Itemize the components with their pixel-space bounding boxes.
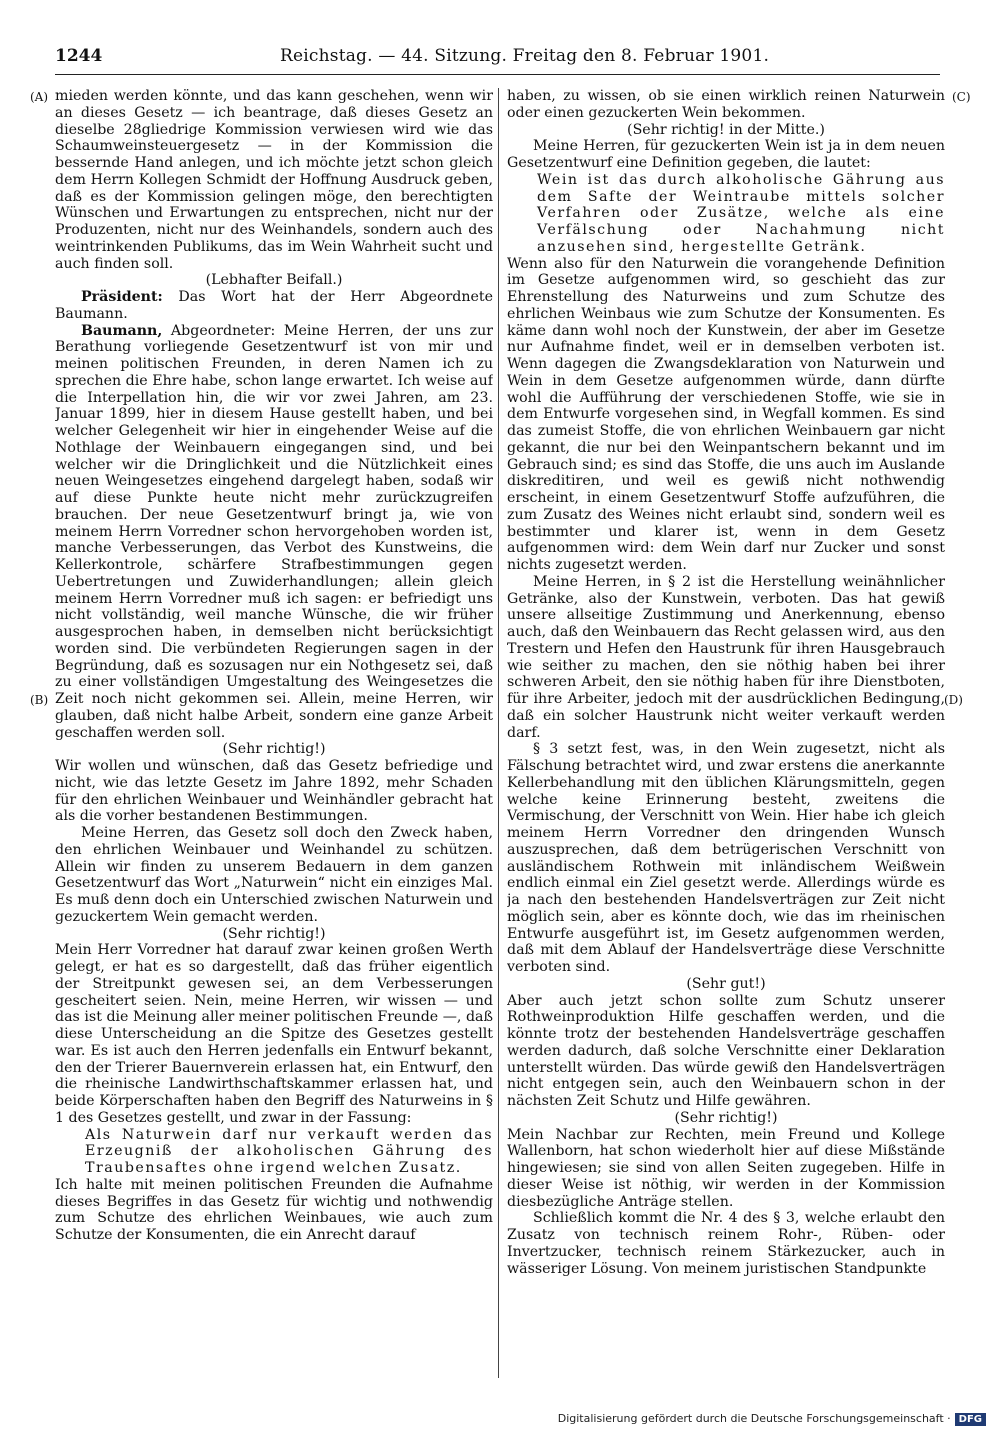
running-head: Reichstag. — 44. Sitzung. Freitag den 8. Februar 1901. [280, 46, 770, 66]
paragraph: Ich halte mit meinen politischen Freunden die Aufnahme dieses Begriffes in das Gesetz für wichtig und nothwendig zum Schutze des ehrlichen Weinbaues, wie auch zum Schutze der Konsumenten, die ein Anrecht darauf [55, 1176, 493, 1243]
paragraph: Meine Herren, das Gesetz soll doch den Zweck haben, den ehrlichen Weinbauer und Weinhandel zu schützen. Allein wir finden zu unserem Bedauern in dem ganzen Gesetzentwurf das Wort „Naturwein“ nicht ein einziges Mal. Es muß denn doch ein Unterschied zwischen Naturwein und gezuckertem Wein gemacht werden. [55, 825, 493, 925]
interjection: (Sehr richtig!) [222, 741, 326, 758]
paragraph: Aber auch jetzt schon sollte zum Schutz unserer Rothweinproduktion Hilfe geschaffen werden, und die könnte trotz der bestehenden Handelsverträge geschaffen werden dadurch, daß solche Verschnitte einer Deklaration unterstellt würden. Das würde gewiß den Handelsverträgen nicht entgegen sein, auch den Weinbauern schon in der nächsten Zeit Schutz und Hilfe gewähren. [507, 992, 945, 1109]
margin-mark-a: (A) [30, 90, 49, 104]
paragraph: Meine Herren, für gezuckerten Wein ist ja in dem neuen Gesetzentwurf eine Definition gegeben, die lautet: [507, 138, 945, 171]
interjection: (Sehr richtig!) [674, 1109, 778, 1126]
paragraph [55, 289, 493, 323]
paragraph: Wir wollen und wünschen, daß das Gesetz befriedige und nicht, wie das letzte Gesetz im Jahre 1892, mehr Schaden für den ehrlichen Weinbauer und Weinhändler gebracht hat als die vorher bestandenen Bestimmungen. [55, 758, 493, 825]
paragraph [55, 323, 493, 742]
page-header [55, 44, 940, 75]
right-column [507, 88, 945, 1378]
page-number: 1244 [55, 46, 103, 66]
quoted-definition: Wein ist das durch alkoholische Gährung aus dem Safte der Weintraube mittels solcher Verfahren oder Zusätze, welche als eine Verfälschung oder Nachahmung nicht anzusehen sind, hergestellte Getränk. [537, 171, 945, 255]
paragraph: haben, zu wissen, ob sie einen wirklich reinen Naturwein oder einen gezuckerten Wein bekommen. [507, 88, 945, 121]
paragraph: Meine Herren, in § 2 ist die Herstellung weinähnlicher Getränke, also der Kunstwein, verboten. Das hat gewiß unsere allseitige Zustimmung und Anerkennung, ebenso auch, daß den Weinbauern das Recht gelassen wird, aus den Trestern und Hefen den Haustrunk für ihren Hausgebrauch wie seither zu machen, den sie nöthig haben bei ihrer schweren Arbeit, den sie nöthig haben für ihre Dienstboten, für ihre Arbeiter, jedoch mit der ausdrücklichen Bedingung, daß ein solcher Haustrunk nicht weiter verkauft werden darf. [507, 573, 945, 741]
speaker-name: Baumann, [81, 322, 163, 339]
left-column [55, 88, 493, 1378]
paragraph: Wenn also für den Naturwein die vorangehende Definition im Gesetze aufgenommen wird, so geschieht das zur Ehrenstellung des Naturweins und zum Schutze des ehrlichen Weinbaus wie zum Schutze der Konsumenten. Es käme dann wohl noch der Kunstwein, der aber im Gesetze nur Aufnahme findet, weil er in demselben verboten ist. Wenn dagegen die Zwangsdeklaration von Naturwein und Wein in dem Gesetze aufgenommen würde, dann dürfte wohl die Aufführung der verschiedenen Stoffe, wie sie in dem Entwurfe vorgesehen sind, in Wegfall kommen. Es sind das zumeist Stoffe, die von ehrlichen Weinbauern gar nicht gekannt, die nur bei den Weinpantschern bekannt und im Gebrauch sind; es sind das Stoffe, die uns auch im Auslande diskreditiren, und weil es gewiß nicht nothwendig erscheint, in einem Gesetzentwurf Stoffe aufzuführen, die zum Zusatz des Weines nicht erlaubt sind, sondern weil es bestimmter und klarer ist, wenn in dem Gesetz aufgenommen wird: dem Wein darf nur Zucker und sonst nichts zugesetzt werden. [507, 255, 945, 573]
dfg-logo-icon: DFG [955, 1413, 986, 1426]
margin-mark-b: (B) [30, 693, 49, 707]
credit-text: Digitalisierung gefördert durch die Deutsche Forschungsgemeinschaft · [557, 1412, 951, 1425]
interjection: (Lebhafter Beifall.) [205, 272, 343, 289]
paragraph: mieden werden könnte, und das kann geschehen, wenn wir an dieses Gesetz — ich beantrage, daß dieses Gesetz an dieselbe 28gliedrige Kommission verwiesen wird wie das Schaumweinsteuergesetz — in der Kommission die bessernde Hand anlegen, und ich möchte jetzt schon gleich dem Herrn Kollegen Schmidt der Hoffnung Ausdruck geben, daß es der Kommission gelingen möge, den berechtigten Wünschen und Erwartungen zu entsprechen, nicht nur der Produzenten, nicht nur des Weinhandels, sondern auch des weintrinkenden Publikums, das im Wein Wahrheit sucht und auch finden soll. [55, 88, 493, 272]
paragraph: Mein Herr Vorredner hat darauf zwar keinen großen Werth gelegt, er hat es so dargestellt, daß das früher eigentlich der Streitpunkt gewesen sei, an dem Verbesserungen gescheitert seien. Nein, meine Herren, wir wissen — und das ist die Meinung aller meiner politischen Freunde —, daß diese Unterscheidung an die Spitze des Gesetzes gestellt war. Es ist auch den Herren jedenfalls ein Entwurf bekannt, den der Trierer Bauernverein erlassen hat, ein Entwurf, den die rheinische Landwirthschaftskammer erlassen hat, und beide Körperschaften haben den Begriff des Naturweins in § 1 des Gesetzes gestellt, und zwar in der Fassung: [55, 942, 493, 1126]
quoted-definition: Als Naturwein darf nur verkauft werden das Erzeugniß der alkoholischen Gährung des Traubensaftes ohne irgend welchen Zusatz. [85, 1126, 493, 1176]
paragraph: Schließlich kommt die Nr. 4 des § 3, welche erlaubt den Zusatz von technisch reinem Rohr-, Rüben- oder Invertzucker, technisch reinem Stärkezucker, auch in wässeriger Lösung. Von meinem juristischen Standpunkte [507, 1210, 945, 1277]
paragraph: Mein Nachbar zur Rechten, mein Freund und Kollege Wallenborn, hat schon wiederholt hier auf diese Mißstände hingewiesen; sie sind von allen Seiten zugegeben. Hilfe in dieser Weise ist nöthig, wir werden in der Kommission diesbezügliche Anträge stellen. [507, 1126, 945, 1210]
speech-text: Das Wort hat der Herr Abgeordnete Baumann. [55, 289, 493, 322]
digitization-credit [558, 1412, 986, 1426]
speech-text: Abgeordneter: Meine Herren, der uns zur Berathung vorliegende Gesetzentwurf ist von mir und meinen politischen Freunden, in deren Namen ich zu sprechen die Ehre habe, schon lange erwartet. Ich weise auf die Interpellation hin, die wir vor zwei Jahren, am 23. Januar 1899, hier in diesem Hause gestellt haben, und bei welcher Gelegenheit wir hier in eingehender Weise auf die Nothlage der Weinbauern eingegangen sind, und bei welcher wir die Dringlichkeit und die Nützlichkeit eines neuen Weingesetzes eingehend dargelegt haben, sodaß wir auf diese Punkte heute nicht mehr zurückzugreifen brauchen. Der neue Gesetzentwurf bringt ja, wie von meinem Herrn Vorredner schon hervorgehoben worden ist, manche Verbesserungen, das Verbot des Kunstweins, die Kellerkontrole, schärfere Strafbestimmungen gegen Uebertretungen und Zuwiderhandlungen; allein gleich meinem Herrn Vorredner muß ich sagen: er befriedigt uns nicht vollständig, weil manche Wünsche, die wir früher ausgesprochen haben, in demselben nicht berücksichtigt worden sind. Die verbündeten Regierungen sagen in der Begründung, daß es sozusagen nur ein Nothgesetz sei, daß zu einer vollständigen Umgestaltung des Weingesetzes die Zeit noch nicht gekommen sei. Allein, meine Herren, wir glauben, daß nicht halbe Arbeit, sondern eine ganze Arbeit geschaffen werden soll. [55, 322, 493, 741]
margin-mark-d: (D) [944, 693, 963, 707]
column-divider [498, 88, 499, 1378]
speaker-name: Präsident: [81, 289, 163, 305]
paragraph: § 3 setzt fest, was, in den Wein zugesetzt, nicht als Fälschung betrachtet wird, und zwar erstens die anerkannte Kellerbehandlung mit den üblichen Klärungsmitteln, gegen welche keine Erinnerung besteht, zweitens die Vermischung, der Verschnitt von Wein. Hier habe ich gleich meinem Herrn Vorredner den dringenden Wunsch auszusprechen, daß dem betrügerischen Verschnitt von ausländischem Rothwein mit inländischem Weißwein endlich einmal ein Ziel gesetzt werde. Allerdings würde es ja nach den bestehenden Handelsverträgen zur Zeit nicht möglich sein, aber es könnte doch, wie das im rheinischen Entwurfe ausgeführt ist, im Gesetz aufgenommen werden, daß mit dem Ablauf der Handelsverträge diese Verschnitte verboten sind. [507, 741, 945, 975]
interjection: (Sehr richtig! in der Mitte.) [627, 121, 825, 138]
margin-mark-c: (C) [952, 90, 971, 104]
interjection: (Sehr richtig!) [222, 925, 326, 942]
interjection: (Sehr gut!) [686, 975, 766, 992]
